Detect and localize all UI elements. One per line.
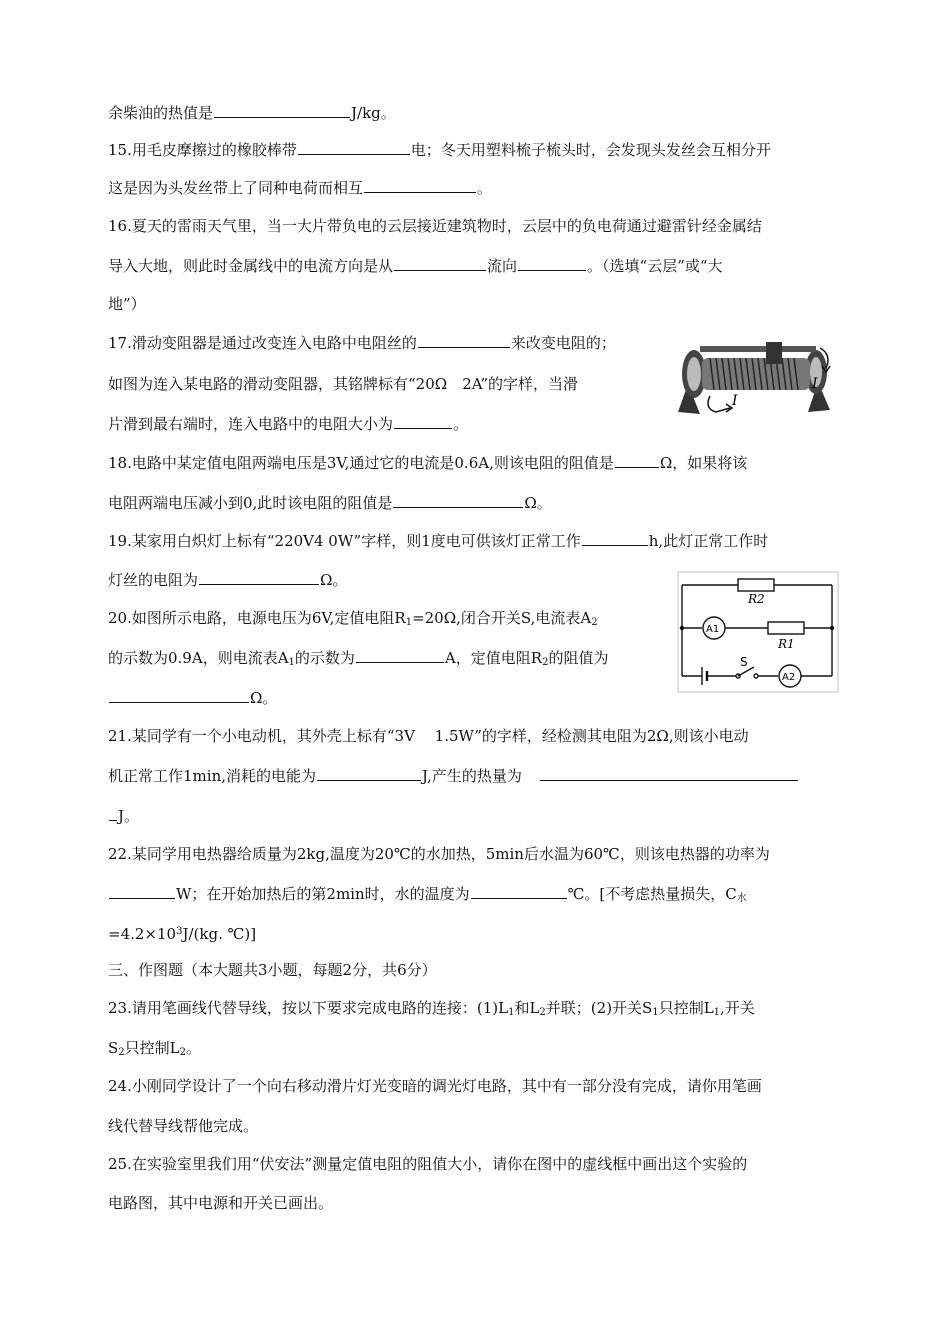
answer-blank[interactable] bbox=[615, 453, 659, 468]
q23-text: 并联；(2)开关S bbox=[545, 999, 653, 1017]
q19-text: Ω。 bbox=[320, 571, 348, 589]
q22-line3 bbox=[108, 922, 256, 944]
q14-text: 余柴油的热值是 bbox=[108, 104, 214, 122]
q17-text: 。 bbox=[453, 415, 469, 433]
q23-text: 23.请用笔画线代替导线，按以下要求完成电路的连接：(1)L bbox=[108, 999, 509, 1017]
q15-line2 bbox=[108, 178, 492, 198]
q21-line2 bbox=[108, 766, 799, 786]
subscript: 水 bbox=[736, 893, 747, 904]
q20-text: 的示数为 bbox=[294, 649, 355, 667]
q21-line1: 21.某同学有一个小电动机，其外壳上标有“3V 1.5W”的字样，经检测其电阻为2Ω,则该小电动 bbox=[108, 727, 749, 745]
q23-line1 bbox=[108, 998, 755, 1023]
q18-line2 bbox=[108, 493, 552, 513]
q18-text: Ω，如果将该 bbox=[659, 454, 748, 472]
q17-line2: 如图为连入某电路的滑动变阻器，其铭牌标有“20Ω 2A”的字样，当滑 bbox=[108, 375, 579, 393]
q17-text: 片滑到最右端时，连入电路中的电阻大小为 bbox=[108, 415, 394, 433]
subscript: 1 bbox=[652, 1007, 659, 1018]
q15-text: 这是因为头发丝带上了同种电荷而相互 bbox=[108, 179, 364, 197]
q22-text: W；在开始加热后的第2min时，水的温度为 bbox=[176, 885, 470, 903]
subscript: 2 bbox=[118, 1047, 125, 1058]
section-heading: 三、作图题（本大题共3小题，每题2分，共6分） bbox=[108, 961, 437, 979]
q22-line2 bbox=[108, 884, 747, 909]
q25-line2: 电路图，其中电源和开关已画出。 bbox=[108, 1194, 334, 1212]
answer-blank[interactable] bbox=[518, 256, 586, 271]
answer-blank[interactable] bbox=[298, 140, 410, 155]
answer-blank[interactable] bbox=[418, 333, 510, 348]
answer-blank[interactable] bbox=[364, 178, 476, 193]
q20-text: =20Ω,闭合开关S,电流表A bbox=[412, 609, 592, 627]
q18-text: 电阻两端电压减小到0,此时该电阻的阻值是 bbox=[108, 494, 393, 512]
circuit-wires bbox=[678, 572, 838, 692]
answer-blank[interactable] bbox=[540, 766, 798, 781]
q14-line bbox=[108, 103, 396, 123]
answer-blank[interactable] bbox=[199, 570, 319, 585]
answer-blank[interactable] bbox=[317, 766, 421, 781]
q16-text: 。（选填“云层”或“大 bbox=[587, 257, 723, 275]
current-label-right: I bbox=[812, 376, 818, 392]
r2-resistor bbox=[738, 579, 774, 591]
q23-text: S bbox=[108, 1039, 119, 1057]
q15-line1 bbox=[108, 140, 771, 160]
answer-blank[interactable] bbox=[109, 806, 117, 821]
q23-text: 只控制L bbox=[658, 999, 714, 1017]
q25-line1: 25.在实验室里我们用“伏安法”测量定值电阻的阻值大小，请你在图中的虚线框中画出这个实验的 bbox=[108, 1155, 748, 1173]
current-label-left: I bbox=[732, 393, 738, 409]
subscript: 1 bbox=[288, 657, 295, 668]
q22-text: J/(kg. ℃)] bbox=[182, 925, 257, 943]
answer-blank[interactable] bbox=[471, 884, 567, 899]
q16-line1: 16.夏天的雷雨天气里，当一大片带负电的云层接近建筑物时，云层中的负电荷通过避雷针经金属结 bbox=[108, 217, 762, 235]
q20-text: 的示数为0.9A，则电流表A bbox=[108, 649, 289, 667]
q16-line3: 地”） bbox=[108, 295, 146, 313]
q23-text: 只控制L bbox=[124, 1039, 180, 1057]
q19-line2 bbox=[108, 570, 347, 590]
answer-blank[interactable] bbox=[393, 493, 523, 508]
q20-line3 bbox=[108, 688, 277, 708]
answer-blank[interactable] bbox=[109, 688, 249, 703]
subscript: 2 bbox=[542, 657, 549, 668]
q22-text: ℃。[不考虑热量损失，C bbox=[567, 885, 737, 903]
q20-line2 bbox=[108, 648, 608, 673]
q15-text: 15.用毛皮摩擦过的橡胶棒带 bbox=[108, 141, 297, 159]
q18-text: 18.电路中某定值电阻两端电压是3V,通过它的电流是0.6A,则该电阻的阻值是 bbox=[108, 454, 614, 472]
q18-line1 bbox=[108, 453, 747, 473]
q18-text: Ω。 bbox=[524, 494, 552, 512]
q21-text: 机正常工作1min,消耗的电能为 bbox=[108, 767, 316, 785]
switch-label: S bbox=[740, 655, 748, 669]
q16-line2 bbox=[108, 256, 723, 276]
answer-blank[interactable] bbox=[394, 414, 452, 429]
subscript: 1 bbox=[405, 617, 413, 628]
q17-line3 bbox=[108, 414, 468, 434]
superscript: 3 bbox=[176, 926, 183, 937]
q23-text: ,开关 bbox=[720, 999, 755, 1017]
q20-text: 20.如图所示电路，电源电压为6V,定值电阻R bbox=[108, 609, 406, 627]
q15-text: 电；冬天用塑料梳子梳头时，会发现头发丝会互相分开 bbox=[410, 141, 771, 159]
q21-line3 bbox=[108, 806, 139, 826]
q16-text: 流向 bbox=[487, 257, 518, 275]
answer-blank[interactable] bbox=[582, 531, 648, 546]
q23-text: 。 bbox=[186, 1039, 202, 1057]
answer-blank[interactable] bbox=[214, 103, 350, 118]
subscript: 1 bbox=[713, 1007, 721, 1018]
subscript: 1 bbox=[508, 1007, 515, 1018]
q24-line2: 线代替导线帮他完成。 bbox=[108, 1117, 259, 1135]
q23-text: 和L bbox=[514, 999, 540, 1017]
q24-line1: 24.小刚同学设计了一个向右移动滑片灯光变暗的调光灯电路，其中有一部分没有完成，请你用笔画 bbox=[108, 1077, 762, 1095]
q19-text: h,此灯正常工作时 bbox=[648, 532, 769, 550]
q20-line1 bbox=[108, 608, 598, 633]
subscript: 2 bbox=[591, 617, 598, 628]
a1-label: A1 bbox=[706, 624, 720, 635]
q20-text: A，定值电阻R bbox=[444, 649, 543, 667]
a2-label: A2 bbox=[782, 672, 796, 683]
q23-line2 bbox=[108, 1038, 201, 1063]
circuit-figure bbox=[676, 570, 840, 694]
q17-text: 17.滑动变阻器是通过改变连入电路中电阻丝的 bbox=[108, 334, 417, 352]
q22-text: =4.2×10 bbox=[108, 925, 177, 943]
q17-line1 bbox=[108, 333, 616, 353]
q20-text: Ω。 bbox=[250, 689, 278, 707]
q22-line1: 22.某同学用电热器给质量为2kg,温度为20℃的水加热，5min后水温为60℃，则该电热器的功率为 bbox=[108, 845, 770, 863]
q20-text: 的阻值为 bbox=[548, 649, 609, 667]
q14-text: J/kg。 bbox=[351, 104, 396, 122]
q19-line1 bbox=[108, 531, 768, 551]
rheostat-drawing bbox=[678, 342, 830, 414]
answer-blank[interactable] bbox=[109, 884, 175, 899]
rheostat-figure bbox=[670, 334, 840, 426]
q21-text: J。 bbox=[118, 807, 140, 825]
answer-blank[interactable] bbox=[394, 256, 486, 271]
q19-text: 灯丝的电阻为 bbox=[108, 571, 199, 589]
subscript: 2 bbox=[179, 1047, 186, 1058]
q15-text: 。 bbox=[477, 179, 493, 197]
answer-blank[interactable] bbox=[356, 648, 444, 663]
r1-label: R1 bbox=[778, 637, 795, 651]
q16-text: 导入大地，则此时金属线中的电流方向是从 bbox=[108, 257, 394, 275]
q17-text: 来改变电阻的； bbox=[510, 334, 616, 352]
r2-label: R2 bbox=[748, 592, 765, 606]
q19-text: 19.某家用白炽灯上标有“220V4 0W”字样，则1度电可供该灯正常工作 bbox=[108, 532, 581, 550]
subscript: 2 bbox=[539, 1007, 546, 1018]
q21-text: J,产生的热量为 bbox=[422, 767, 522, 785]
